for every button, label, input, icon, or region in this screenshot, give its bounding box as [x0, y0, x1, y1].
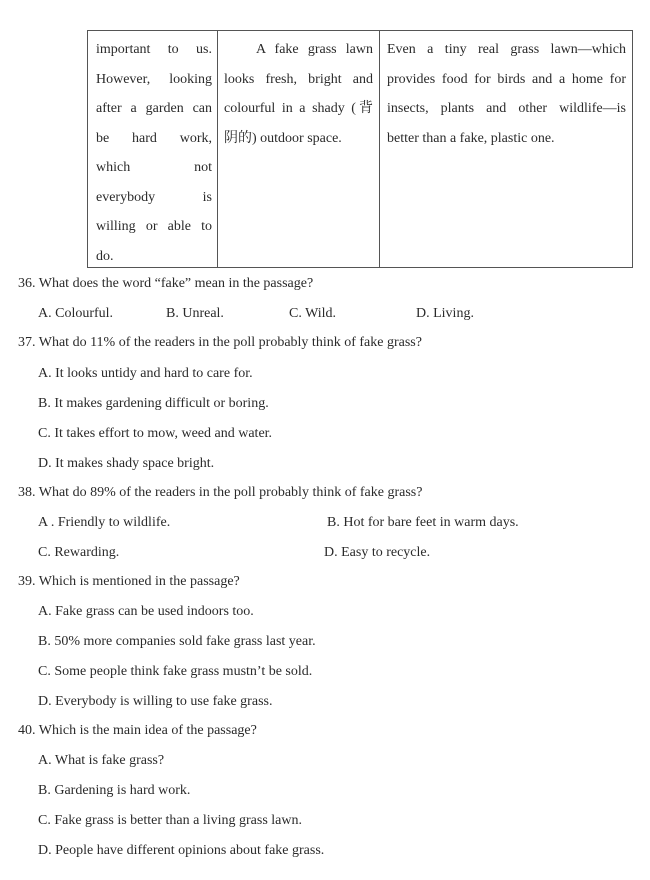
question-40-option-a[interactable]: A. What is fake grass?	[38, 753, 165, 768]
table-line: which not	[96, 160, 212, 175]
table-line: be hard work,	[96, 130, 212, 146]
question-40-stem: 40. Which is the main idea of the passage?	[18, 723, 257, 738]
table-line: do.	[96, 248, 114, 264]
table-line: colourful in a shady (背	[224, 101, 373, 116]
table-line: important to us.	[96, 42, 212, 57]
table-line: However, looking	[96, 71, 212, 87]
table-line: insects, plants and other wildlife—is	[387, 101, 626, 116]
question-38-stem: 38. What do 89% of the readers in the poll probably think of fake grass?	[18, 485, 423, 500]
question-37-option-b[interactable]: B. It makes gardening difficult or boring.	[38, 396, 269, 411]
table-line: after a garden can	[96, 101, 212, 116]
question-40-option-b[interactable]: B. Gardening is hard work.	[38, 783, 191, 798]
table-cell-2	[218, 31, 380, 267]
question-38-option-b[interactable]: B. Hot for bare feet in warm days.	[327, 515, 519, 530]
table-line: provides food for birds and a home for	[387, 71, 626, 87]
question-38-option-c[interactable]: C. Rewarding.	[38, 545, 120, 560]
question-40-option-c[interactable]: C. Fake grass is better than a living grass lawn.	[38, 813, 303, 828]
question-37-option-c[interactable]: C. It takes effort to mow, weed and water.	[38, 426, 273, 441]
question-39-option-d[interactable]: D. Everybody is willing to use fake grass.	[38, 694, 273, 709]
table-cell-1	[88, 31, 218, 267]
question-39-option-b[interactable]: B. 50% more companies sold fake grass last year.	[38, 634, 316, 649]
table-line: Even a tiny real grass lawn—which	[387, 42, 626, 57]
table-cell-3	[380, 31, 632, 267]
question-37-option-a[interactable]: A. It looks untidy and hard to care for.	[38, 366, 253, 381]
question-36-option-d[interactable]: D. Living.	[416, 306, 474, 321]
question-39-stem: 39. Which is mentioned in the passage?	[18, 574, 240, 589]
question-37-option-d[interactable]: D. It makes shady space bright.	[38, 456, 215, 471]
table-line: everybody is	[96, 189, 212, 205]
table-line: A fake grass lawn	[256, 42, 373, 57]
question-39-option-a[interactable]: A. Fake grass can be used indoors too.	[38, 604, 254, 619]
question-36-option-c[interactable]: C. Wild.	[289, 306, 337, 321]
table-line: looks fresh, bright and	[224, 71, 373, 87]
question-38-option-a[interactable]: A . Friendly to wildlife.	[38, 515, 171, 530]
table-line: better than a fake, plastic one.	[387, 130, 555, 146]
question-36-stem: 36. What does the word “fake” mean in the passage?	[18, 276, 314, 291]
question-39-option-c[interactable]: C. Some people think fake grass mustn’t be sold.	[38, 664, 313, 679]
table-line: 阴的) outdoor space.	[224, 130, 342, 146]
question-37-stem: 37. What do 11% of the readers in the poll probably think of fake grass?	[18, 335, 422, 350]
question-40-option-d[interactable]: D. People have different opinions about fake grass.	[38, 843, 325, 858]
question-36-option-a[interactable]: A. Colourful.	[38, 306, 114, 321]
table-line: willing or able to	[96, 219, 212, 234]
question-38-option-d[interactable]: D. Easy to recycle.	[324, 545, 431, 560]
question-36-option-b[interactable]: B. Unreal.	[166, 306, 224, 321]
opinion-table	[87, 30, 633, 268]
